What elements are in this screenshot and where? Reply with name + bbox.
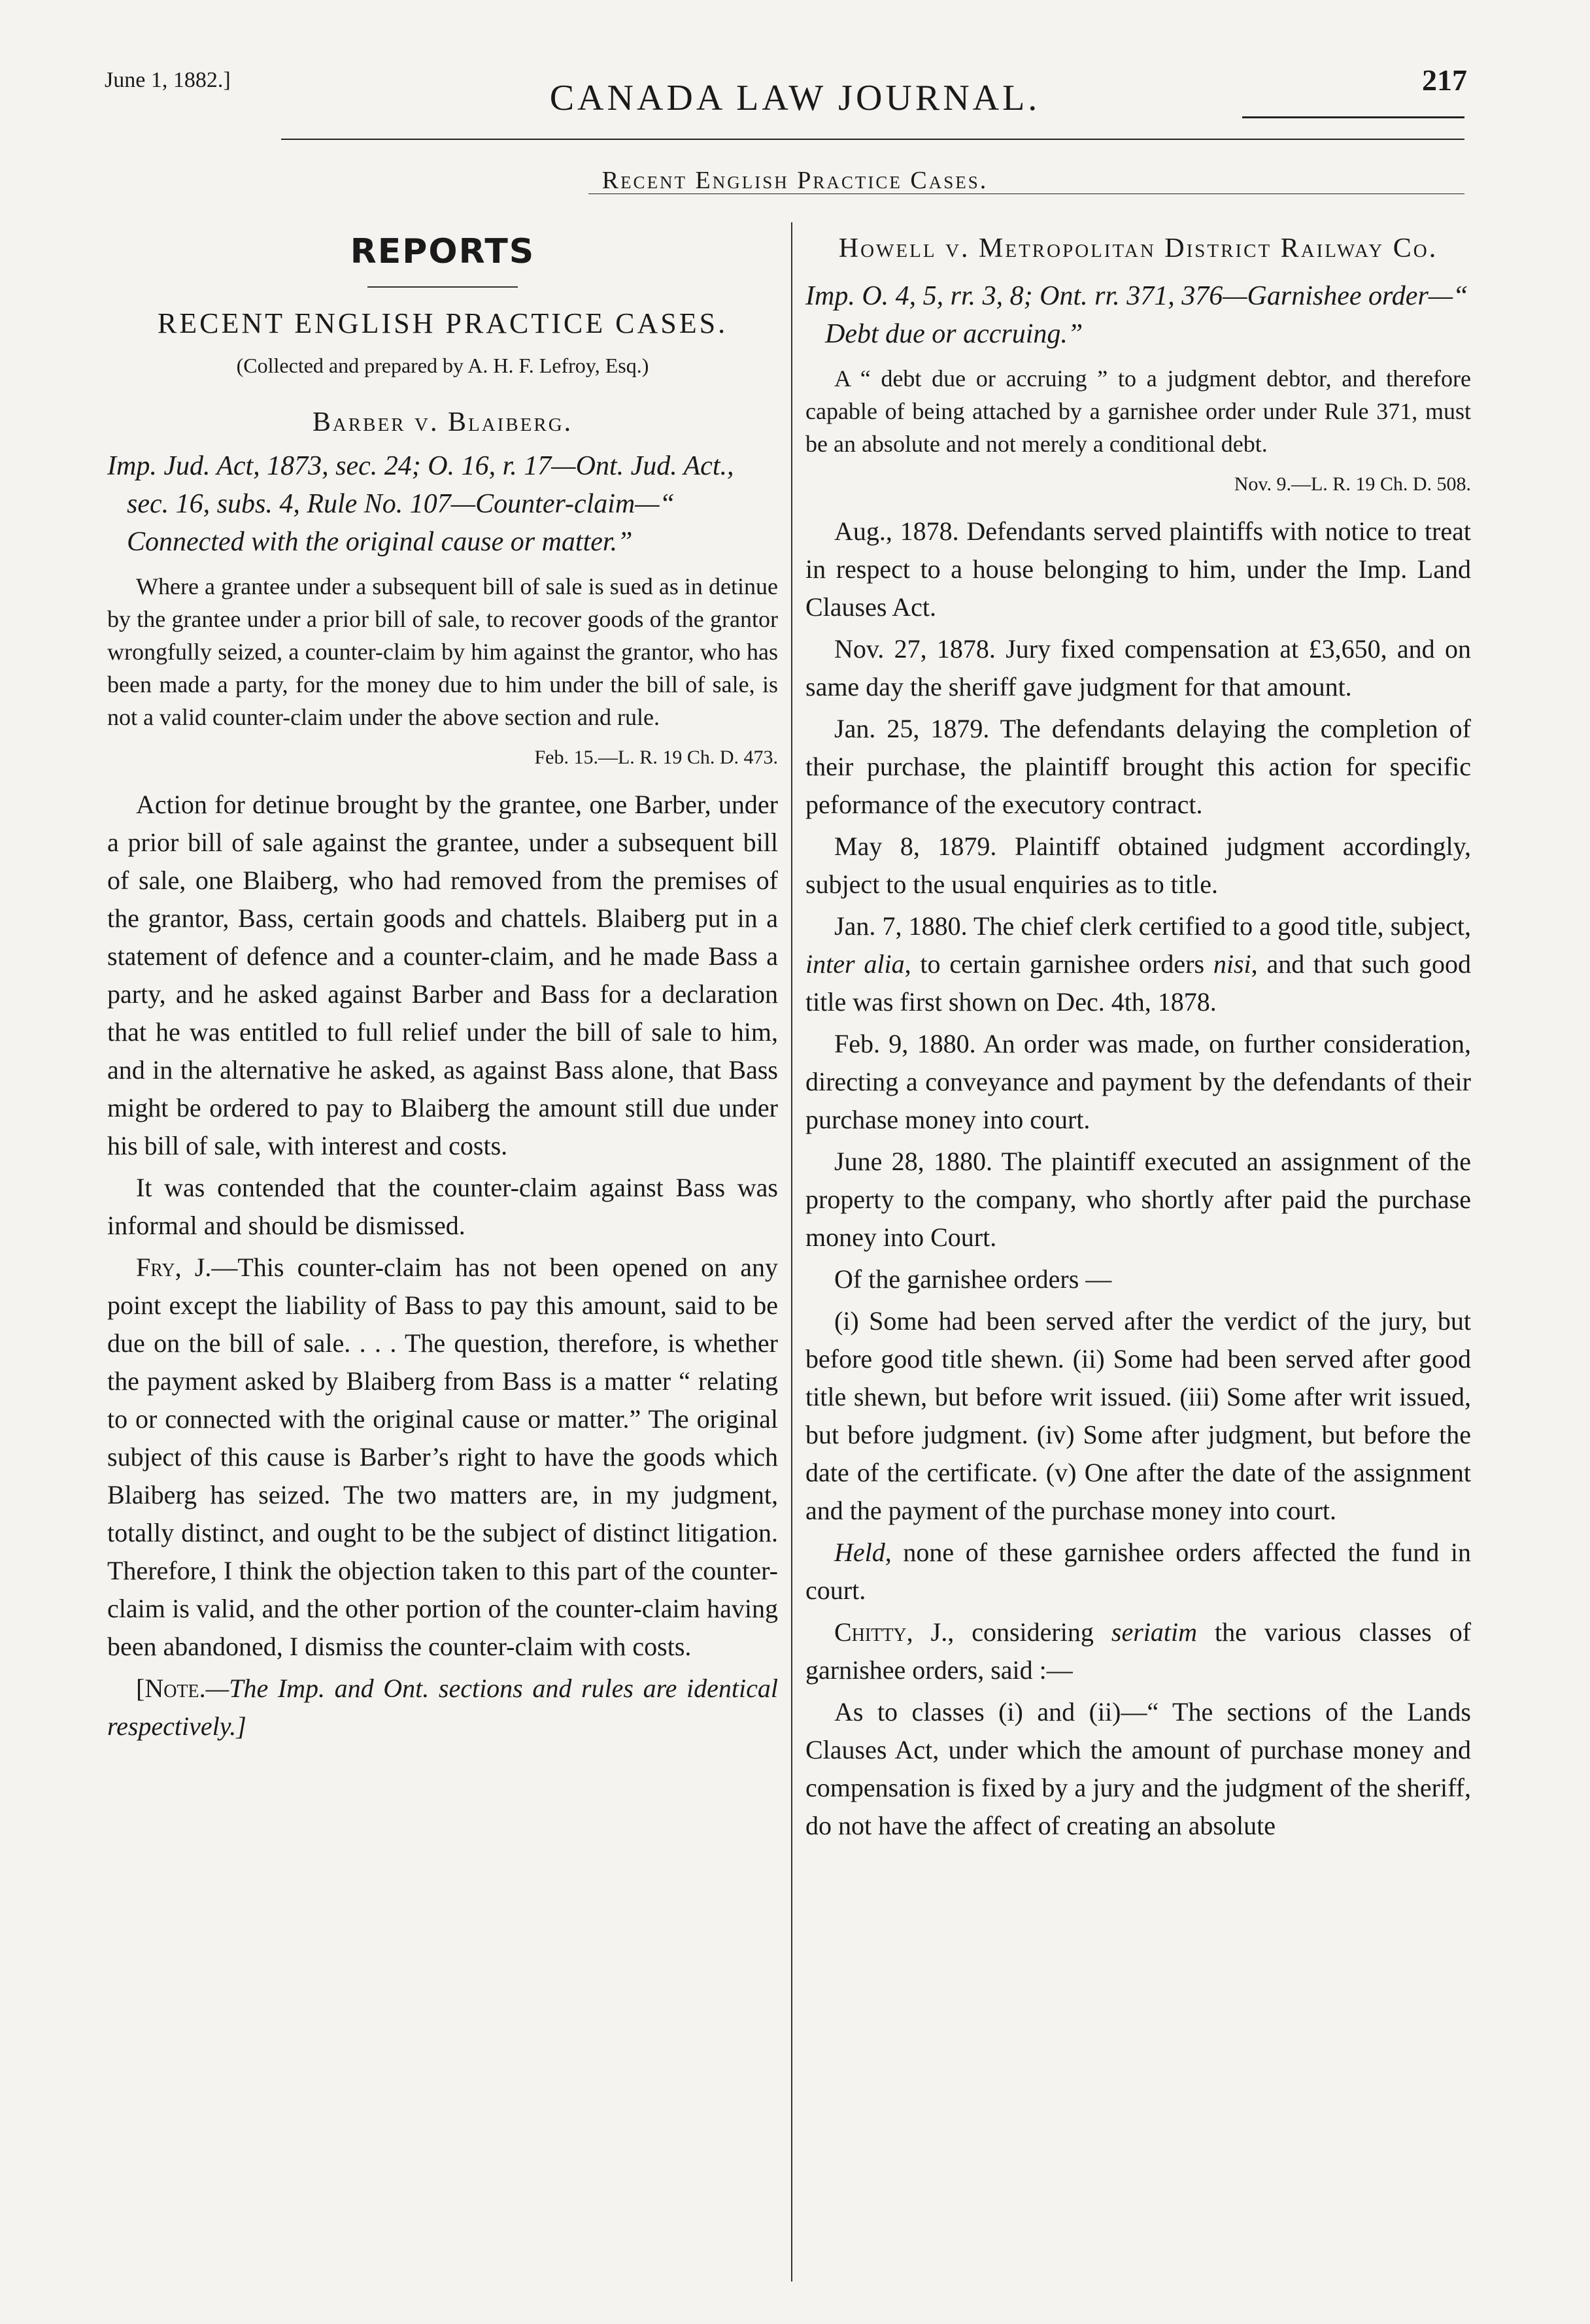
citation: Feb. 15.—L. R. 19 Ch. D. 473.: [534, 747, 778, 768]
statute-reference: Imp. O. 4, 5, rr. 3, 8; Ont. rr. 371, 376—Garnishee order—“ Debt due or accruing.”: [805, 281, 1468, 349]
header-rule-top: [1242, 116, 1464, 118]
text-run: , and that such good title was first shown on Dec. 4th, 1878.: [805, 949, 1471, 1017]
header-rule: [281, 139, 1464, 140]
column-divider: [791, 222, 792, 2282]
citation: Nov. 9.—L. R. 19 Ch. D. 508.: [1234, 473, 1471, 495]
section-heading: REPORTS: [350, 232, 535, 271]
text-run: Jan. 7, 1880. The chief clerk certified to a good title, subject,: [834, 911, 1471, 941]
headnote: Where a grantee under a subsequent bill of sale is sued as in detinue by the grantee under a prior bill of sale, to recover goods of the grantor wrongfully seized, a counter-claim by him against the grantor, who has been made a party, for the money due to him under the bill of sale, is not a valid counter-claim under the above section and rule.: [107, 573, 778, 730]
text-run: the various classes of garnishee orders, said :—: [805, 1617, 1472, 1685]
series-subtitle: (Collected and prepared by A. H. F. Lefroy, Esq.): [236, 354, 649, 377]
journal-title: CANADA LAW JOURNAL.: [549, 78, 1041, 118]
note: [107, 1670, 778, 1745]
paragraph: Feb. 9, 1880. An order was made, on further consideration, directing a conveyance and payment by the defendants of their purchase money into court.: [805, 1029, 1471, 1134]
statute-reference: Imp. Jud. Act, 1873, sec. 24; O. 16, r. 17—Ont. Jud. Act., sec. 16, subs. 4, Rule No. 107—Counter-claim—“ Connected with the original cause or matter.”: [107, 451, 734, 557]
issue-date: June 1, 1882.]: [105, 68, 231, 92]
held-label: Held: [834, 1538, 885, 1567]
judge-name: Chitty, J.: [834, 1617, 948, 1647]
paragraph: May 8, 1879. Plaintiff obtained judgment accordingly, subject to the usual enquiries as to title.: [805, 832, 1471, 899]
heading-rule: [367, 286, 518, 288]
paragraph: Nov. 27, 1878. Jury fixed compensation at £3,650, and on same day the sheriff gave judgment for that amount.: [805, 634, 1471, 701]
headnote: A “ debt due or accruing ” to a judgment debtor, and therefore capable of being attached by a garnishee order under Rule 371, must be an absolute and not merely a conditional debt.: [805, 365, 1471, 457]
case-name: Barber v. Blaiberg.: [312, 407, 573, 437]
case-name: Howell v. Metropolitan District Railway Co.: [838, 233, 1438, 263]
judgment-text: —This counter-claim has not been opened on any point except the liability of Bass to pay this amount, said to be due on the bill of sale. . . . The question, therefore, is whether the payment asked by Blaiberg from Bass is a matter “ relating to or connected with the original cause or matter.” The original subject of this cause is Barber’s right to have the goods which Blaiberg has seized. The two matters are, in my judgment, totally distinct, and ought to be the subject of distinct litigation. Therefore, I think the objection taken to this part of the counter-claim is valid, and the other portion of the counter-claim having been abandoned, I dismiss the counter-claim with costs.: [107, 1253, 779, 1661]
text-run: , considering: [947, 1617, 1111, 1647]
paragraph: [805, 907, 1471, 1021]
italic-run: inter alia: [805, 949, 905, 979]
page-number: 217: [1422, 63, 1467, 97]
paragraph: Aug., 1878. Defendants served plaintiffs with notice to treat in respect to a house belonging to him, under the Imp. Land Clauses Act.: [805, 516, 1471, 622]
series-title: RECENT ENGLISH PRACTICE CASES.: [157, 307, 728, 339]
judge-name: Fry, J.: [136, 1253, 212, 1282]
left-column: [107, 222, 778, 1749]
paragraph: Of the garnishee orders —: [834, 1264, 1112, 1294]
paragraph: June 28, 1880. The plaintiff executed an assignment of the property to the company, who shortly after paid the purchase money into Court.: [805, 1147, 1471, 1252]
paragraph: Jan. 25, 1879. The defendants delaying the completion of their purchase, the plaintiff brought this action for specific peformance of the executory contract.: [805, 714, 1471, 819]
paragraph: (i) Some had been served after the verdict of the jury, but before good title shewn. (ii) Some had been served after good title shewn, but before writ issued. (iii) Some after writ issued, but before judgment. (iv) Some after judgment, but before the date of the certificate. (v) One after the date of the assignment and the payment of the purchase money into court.: [805, 1306, 1471, 1525]
note-text: —The Imp. and Ont. sections and rules are identical respectively.]: [107, 1674, 778, 1741]
paragraph: As to classes (i) and (ii)—“ The sections of the Lands Clauses Act, under which the amount of purchase money and compensation is fixed by a jury and the judgment of the sheriff, do not have the affect of creating an absolute: [805, 1697, 1471, 1840]
note-label: [Note.: [136, 1674, 206, 1703]
judgment-paragraph: [805, 1613, 1471, 1689]
judgment-paragraph: [107, 1249, 778, 1666]
paragraph: Action for detinue brought by the grantee, one Barber, under a prior bill of sale against the grantee, under a subsequent bill of sale, one Blaiberg, who had removed from the premises of the grantor, Bass, certain goods and chattels. Blaiberg put in a statement of defence and a counter-claim, and he made Bass a party, and he asked against Barber and Bass for a declaration that he was entitled to full relief under the bill of sale to him, and in the alternative he asked, as against Bass alone, that Bass might be ordered to pay to Blaiberg the amount still due under his bill of sale, with interest and costs.: [107, 790, 778, 1160]
held-paragraph: [805, 1534, 1471, 1609]
italic-run: seriatim: [1111, 1617, 1197, 1647]
right-column: [805, 222, 1471, 1849]
italic-run: nisi: [1213, 949, 1251, 979]
paragraph: It was contended that the counter-claim against Bass was informal and should be dismissed.: [107, 1173, 778, 1240]
text-run: , to certain garnishee orders: [904, 949, 1213, 979]
held-text: , none of these garnishee orders affected the fund in court.: [805, 1538, 1471, 1605]
running-head: Recent English Practice Cases.: [601, 167, 989, 194]
